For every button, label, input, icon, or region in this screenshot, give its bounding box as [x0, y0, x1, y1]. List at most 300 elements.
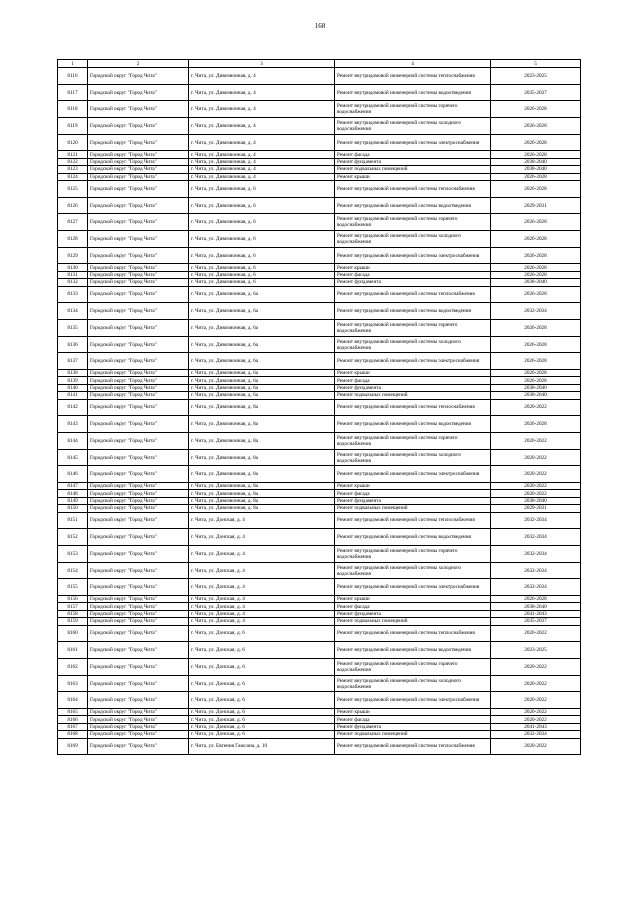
- cell-municipality: Городской округ "Город Чита": [88, 416, 189, 433]
- cell-work-type: Ремонт внутридомовой инженерной системы водоотведения: [335, 642, 491, 659]
- table-row: [58, 303, 581, 320]
- cell-work-type: Ремонт внутридомовой инженерной системы водоотведения: [335, 197, 491, 214]
- cell-address: г. Чита, ул. Дивизионная, д. 8а: [189, 449, 335, 466]
- cell-municipality: Городской округ "Город Чита": [88, 625, 189, 642]
- cell-work-type: Ремонт фундамента: [335, 279, 491, 286]
- cell-municipality: Городской округ "Город Чита": [88, 392, 189, 399]
- cell-row-number: 8121: [58, 151, 88, 158]
- cell-address: г. Чита, ул. Дивизионная, д. 6а: [189, 370, 335, 377]
- cell-municipality: Городской округ "Город Чита": [88, 512, 189, 529]
- cell-period: 2026-2028: [491, 416, 581, 433]
- table-row: [58, 353, 581, 370]
- cell-address: г. Чита, ул. Дивизионная, д. 6: [189, 214, 335, 231]
- cell-period: 2038-2040: [491, 392, 581, 399]
- table-row: [58, 709, 581, 716]
- cell-address: г. Чита, ул. Донская, д. 4: [189, 596, 335, 603]
- table-row: [58, 579, 581, 596]
- cell-work-type: Ремонт внутридомовой инженерной системы теплоснабжения: [335, 738, 491, 755]
- cell-address: г. Чита, ул. Дивизионная, д. 6а: [189, 319, 335, 336]
- cell-work-type: Ремонт внутридомовой инженерной системы горячего водоснабжения: [335, 658, 491, 675]
- cell-address: г. Чита, ул. Донская, д. 4: [189, 618, 335, 625]
- table-row: [58, 399, 581, 416]
- cell-municipality: Городской округ "Город Чита": [88, 151, 189, 158]
- cell-address: г. Чита, ул. Дивизионная, д. 6а: [189, 384, 335, 391]
- cell-period: 2023-2025: [491, 68, 581, 85]
- cell-work-type: Ремонт подвальных помещений: [335, 618, 491, 625]
- cell-address: г. Чита, ул. Дивизионная, д. 4: [189, 166, 335, 173]
- table-row: [58, 416, 581, 433]
- table-row: [58, 692, 581, 709]
- cell-work-type: Ремонт фундамента: [335, 497, 491, 504]
- cell-address: г. Чита, ул. Дивизионная, д. 8а: [189, 483, 335, 490]
- cell-period: 2041-2043: [491, 610, 581, 617]
- cell-work-type: Ремонт фасада: [335, 603, 491, 610]
- cell-row-number: 8162: [58, 658, 88, 675]
- cell-address: г. Чита, ул. Донская, д. 6: [189, 658, 335, 675]
- cell-municipality: Городской округ "Город Чита": [88, 545, 189, 562]
- cell-work-type: Ремонт внутридомовой инженерной системы холодного водоснабжения: [335, 118, 491, 135]
- cell-row-number: 8166: [58, 716, 88, 723]
- cell-period: 2026-2028: [491, 370, 581, 377]
- cell-address: г. Чита, ул. Дивизионная, д. 6: [189, 271, 335, 278]
- cell-period: 2038-2040: [491, 497, 581, 504]
- cell-municipality: Городской округ "Город Чита": [88, 286, 189, 303]
- cell-row-number: 8124: [58, 173, 88, 180]
- table-row: [58, 562, 581, 579]
- table-row: [58, 466, 581, 483]
- cell-address: г. Чита, ул. Дивизионная, д. 8а: [189, 432, 335, 449]
- cell-period: 2026-2028: [491, 319, 581, 336]
- table-row: [58, 286, 581, 303]
- cell-work-type: Ремонт внутридомовой инженерной системы водоотведения: [335, 303, 491, 320]
- column-header-1: 1: [58, 60, 88, 68]
- cell-work-type: Ремонт фундамента: [335, 158, 491, 165]
- table-row: [58, 596, 581, 603]
- cell-municipality: Городской округ "Город Чита": [88, 529, 189, 546]
- cell-period: 2038-2040: [491, 603, 581, 610]
- cell-work-type: Ремонт фасада: [335, 151, 491, 158]
- cell-period: 2020-2022: [491, 658, 581, 675]
- cell-period: 2032-2034: [491, 529, 581, 546]
- cell-work-type: Ремонт подвальных помещений: [335, 505, 491, 512]
- cell-row-number: 8148: [58, 490, 88, 497]
- cell-address: г. Чита, ул. Донская, д. 4: [189, 562, 335, 579]
- cell-address: г. Чита, ул. Донская, д. 4: [189, 529, 335, 546]
- cell-address: г. Чита, ул. Донская, д. 6: [189, 716, 335, 723]
- cell-address: г. Чита, ул. Донская, д. 6: [189, 625, 335, 642]
- table-row: [58, 134, 581, 151]
- cell-address: г. Чита, ул. Дивизионная, д. 6: [189, 181, 335, 198]
- cell-period: 2020-2022: [491, 483, 581, 490]
- cell-row-number: 8117: [58, 84, 88, 101]
- table-row: [58, 738, 581, 755]
- cell-address: г. Чита, ул. Дивизионная, д. 8а: [189, 466, 335, 483]
- cell-municipality: Городской округ "Город Чита": [88, 134, 189, 151]
- cell-work-type: Ремонт крыши: [335, 483, 491, 490]
- table-row: [58, 625, 581, 642]
- table-row: [58, 319, 581, 336]
- cell-row-number: 8165: [58, 709, 88, 716]
- cell-address: г. Чита, ул. Дивизионная, д. 6а: [189, 392, 335, 399]
- cell-municipality: Городской округ "Город Чита": [88, 505, 189, 512]
- cell-municipality: Городской округ "Город Чита": [88, 618, 189, 625]
- cell-address: г. Чита, ул. Дивизионная, д. 6: [189, 264, 335, 271]
- cell-municipality: Городской округ "Город Чита": [88, 675, 189, 692]
- cell-row-number: 8147: [58, 483, 88, 490]
- cell-period: 2020-2022: [491, 399, 581, 416]
- cell-row-number: 8138: [58, 370, 88, 377]
- cell-period: 2029-2031: [491, 197, 581, 214]
- cell-work-type: Ремонт внутридомовой инженерной системы теплоснабжения: [335, 286, 491, 303]
- cell-address: г. Чита, ул. Донская, д. 4: [189, 545, 335, 562]
- cell-row-number: 8126: [58, 197, 88, 214]
- cell-municipality: Городской округ "Город Чита": [88, 716, 189, 723]
- cell-work-type: Ремонт фасада: [335, 377, 491, 384]
- cell-period: 2026-2028: [491, 181, 581, 198]
- cell-row-number: 8163: [58, 675, 88, 692]
- cell-work-type: Ремонт внутридомовой инженерной системы теплоснабжения: [335, 399, 491, 416]
- cell-period: 2026-2028: [491, 286, 581, 303]
- table-row: [58, 618, 581, 625]
- cell-row-number: 8159: [58, 618, 88, 625]
- cell-address: г. Чита, ул. Дивизионная, д. 4: [189, 151, 335, 158]
- cell-row-number: 8128: [58, 231, 88, 248]
- cell-municipality: Городской округ "Город Чита": [88, 562, 189, 579]
- table-row: [58, 731, 581, 738]
- cell-municipality: Городской округ "Город Чита": [88, 483, 189, 490]
- cell-row-number: 8140: [58, 384, 88, 391]
- cell-work-type: Ремонт внутридомовой инженерной системы водоотведения: [335, 84, 491, 101]
- cell-period: 2032-2034: [491, 303, 581, 320]
- cell-work-type: Ремонт внутридомовой инженерной системы холодного водоснабжения: [335, 449, 491, 466]
- cell-municipality: Городской округ "Город Чита": [88, 709, 189, 716]
- cell-work-type: Ремонт внутридомовой инженерной системы теплоснабжения: [335, 512, 491, 529]
- cell-row-number: 8151: [58, 512, 88, 529]
- cell-period: 2038-2040: [491, 158, 581, 165]
- cell-period: 2038-2040: [491, 384, 581, 391]
- cell-row-number: 8135: [58, 319, 88, 336]
- table-row: [58, 181, 581, 198]
- cell-period: 2026-2028: [491, 596, 581, 603]
- column-header-4: 4: [335, 60, 491, 68]
- cell-address: г. Чита, ул. Дивизионная, д. 6: [189, 279, 335, 286]
- cell-row-number: 8130: [58, 264, 88, 271]
- table-body: [58, 68, 581, 755]
- cell-municipality: Городской округ "Город Чита": [88, 596, 189, 603]
- cell-row-number: 8156: [58, 596, 88, 603]
- table-row: [58, 658, 581, 675]
- table-row: [58, 432, 581, 449]
- cell-period: 2038-2040: [491, 166, 581, 173]
- cell-municipality: Городской округ "Город Чита": [88, 118, 189, 135]
- cell-municipality: Городской округ "Город Чита": [88, 723, 189, 730]
- cell-municipality: Городской округ "Город Чита": [88, 166, 189, 173]
- cell-municipality: Городской округ "Город Чита": [88, 197, 189, 214]
- cell-period: 2035-2037: [491, 618, 581, 625]
- table-row: [58, 264, 581, 271]
- cell-address: г. Чита, ул. Дивизионная, д. 6а: [189, 303, 335, 320]
- cell-work-type: Ремонт внутридомовой инженерной системы горячего водоснабжения: [335, 101, 491, 118]
- cell-work-type: Ремонт внутридомовой инженерной системы электроснабжения: [335, 692, 491, 709]
- cell-row-number: 8143: [58, 416, 88, 433]
- cell-address: г. Чита, ул. Дивизионная, д. 4: [189, 134, 335, 151]
- cell-period: 2032-2034: [491, 731, 581, 738]
- cell-address: г. Чита, ул. Донская, д. 6: [189, 709, 335, 716]
- cell-work-type: Ремонт внутридомовой инженерной системы холодного водоснабжения: [335, 675, 491, 692]
- table-row: [58, 392, 581, 399]
- cell-municipality: Городской округ "Город Чита": [88, 247, 189, 264]
- cell-period: 2026-2028: [491, 271, 581, 278]
- table-row: [58, 271, 581, 278]
- cell-work-type: Ремонт внутридомовой инженерной системы теплоснабжения: [335, 181, 491, 198]
- cell-row-number: 8141: [58, 392, 88, 399]
- cell-work-type: Ремонт подвальных помещений: [335, 731, 491, 738]
- table-row: [58, 336, 581, 353]
- cell-municipality: Городской округ "Город Чита": [88, 353, 189, 370]
- table-row: [58, 505, 581, 512]
- table-row: [58, 68, 581, 85]
- cell-municipality: Городской округ "Город Чита": [88, 214, 189, 231]
- table-row: [58, 610, 581, 617]
- table-row: [58, 377, 581, 384]
- table-header-row: [58, 60, 581, 68]
- cell-work-type: Ремонт фундамента: [335, 384, 491, 391]
- cell-work-type: Ремонт подвальных помещений: [335, 392, 491, 399]
- cell-work-type: Ремонт фундамента: [335, 610, 491, 617]
- column-header-2: 2: [88, 60, 189, 68]
- cell-work-type: Ремонт внутридомовой инженерной системы электроснабжения: [335, 353, 491, 370]
- cell-period: 2020-2022: [491, 675, 581, 692]
- cell-work-type: Ремонт внутридомовой инженерной системы электроснабжения: [335, 247, 491, 264]
- table-row: [58, 118, 581, 135]
- cell-municipality: Городской округ "Город Чита": [88, 738, 189, 755]
- table-row: [58, 166, 581, 173]
- cell-municipality: Городской округ "Город Чита": [88, 303, 189, 320]
- cell-row-number: 8137: [58, 353, 88, 370]
- cell-period: 2020-2022: [491, 709, 581, 716]
- cell-work-type: Ремонт крыши: [335, 596, 491, 603]
- cell-period: 2038-2040: [491, 279, 581, 286]
- cell-municipality: Городской округ "Город Чита": [88, 384, 189, 391]
- cell-period: 2020-2022: [491, 449, 581, 466]
- cell-period: 2020-2022: [491, 692, 581, 709]
- cell-municipality: Городской округ "Город Чита": [88, 692, 189, 709]
- cell-row-number: 8122: [58, 158, 88, 165]
- cell-row-number: 8123: [58, 166, 88, 173]
- cell-address: г. Чита, ул. Донская, д. 6: [189, 692, 335, 709]
- cell-municipality: Городской округ "Город Чита": [88, 271, 189, 278]
- cell-address: г. Чита, ул. Дивизионная, д. 8а: [189, 399, 335, 416]
- cell-period: 2026-2028: [491, 247, 581, 264]
- table-row: [58, 247, 581, 264]
- cell-row-number: 8133: [58, 286, 88, 303]
- cell-municipality: Городской округ "Город Чита": [88, 101, 189, 118]
- cell-address: г. Чита, ул. Донская, д. 4: [189, 603, 335, 610]
- cell-municipality: Городской округ "Город Чита": [88, 68, 189, 85]
- cell-work-type: Ремонт внутридомовой инженерной системы электроснабжения: [335, 134, 491, 151]
- cell-row-number: 8120: [58, 134, 88, 151]
- cell-work-type: Ремонт внутридомовой инженерной системы теплоснабжения: [335, 625, 491, 642]
- cell-work-type: Ремонт внутридомовой инженерной системы горячего водоснабжения: [335, 545, 491, 562]
- cell-address: г. Чита, ул. Дивизионная, д. 6а: [189, 286, 335, 303]
- cell-row-number: 8164: [58, 692, 88, 709]
- cell-address: г. Чита, ул. Дивизионная, д. 4: [189, 118, 335, 135]
- cell-work-type: Ремонт внутридомовой инженерной системы холодного водоснабжения: [335, 336, 491, 353]
- cell-address: г. Чита, ул. Дивизионная, д. 6: [189, 231, 335, 248]
- cell-municipality: Городской округ "Город Чита": [88, 658, 189, 675]
- cell-period: 2026-2028: [491, 264, 581, 271]
- table-row: [58, 529, 581, 546]
- table-row: [58, 370, 581, 377]
- cell-period: 2020-2022: [491, 625, 581, 642]
- cell-period: 2032-2034: [491, 545, 581, 562]
- cell-municipality: Городской округ "Город Чита": [88, 158, 189, 165]
- cell-row-number: 8161: [58, 642, 88, 659]
- cell-row-number: 8155: [58, 579, 88, 596]
- cell-work-type: Ремонт внутридомовой инженерной системы электроснабжения: [335, 579, 491, 596]
- cell-period: 2026-2028: [491, 101, 581, 118]
- table-row: [58, 101, 581, 118]
- cell-work-type: Ремонт внутридомовой инженерной системы водоотведения: [335, 416, 491, 433]
- table-row: [58, 497, 581, 504]
- cell-address: г. Чита, ул. Донская, д. 6: [189, 731, 335, 738]
- cell-municipality: Городской округ "Город Чита": [88, 370, 189, 377]
- cell-municipality: Городской округ "Город Чита": [88, 449, 189, 466]
- cell-period: 2026-2028: [491, 134, 581, 151]
- cell-period: 2026-2028: [491, 151, 581, 158]
- cell-period: 2026-2028: [491, 214, 581, 231]
- table-row: [58, 512, 581, 529]
- cell-row-number: 8127: [58, 214, 88, 231]
- table-row: [58, 151, 581, 158]
- cell-address: г. Чита, ул. Евгения Гаюсана, д. 10: [189, 738, 335, 755]
- table-row: [58, 603, 581, 610]
- cell-work-type: Ремонт крыши: [335, 173, 491, 180]
- cell-work-type: Ремонт фасада: [335, 716, 491, 723]
- repair-schedule-table: [57, 59, 581, 755]
- table-row: [58, 197, 581, 214]
- cell-period: 2020-2022: [491, 716, 581, 723]
- cell-row-number: 8132: [58, 279, 88, 286]
- cell-period: 2035-2037: [491, 84, 581, 101]
- cell-period: 2026-2028: [491, 377, 581, 384]
- cell-address: г. Чита, ул. Донская, д. 6: [189, 723, 335, 730]
- cell-address: г. Чита, ул. Дивизионная, д. 6а: [189, 353, 335, 370]
- cell-row-number: 8149: [58, 497, 88, 504]
- cell-address: г. Чита, ул. Дивизионная, д. 6а: [189, 336, 335, 353]
- cell-row-number: 8158: [58, 610, 88, 617]
- cell-municipality: Городской округ "Город Чита": [88, 319, 189, 336]
- cell-work-type: Ремонт крыши: [335, 264, 491, 271]
- cell-period: 2020-2022: [491, 490, 581, 497]
- table-row: [58, 173, 581, 180]
- cell-work-type: Ремонт внутридомовой инженерной системы горячего водоснабжения: [335, 214, 491, 231]
- cell-row-number: 8153: [58, 545, 88, 562]
- cell-municipality: Городской округ "Город Чита": [88, 610, 189, 617]
- cell-work-type: Ремонт внутридомовой инженерной системы водоотведения: [335, 529, 491, 546]
- cell-row-number: 8116: [58, 68, 88, 85]
- cell-work-type: Ремонт крыши: [335, 370, 491, 377]
- cell-municipality: Городской округ "Город Чита": [88, 579, 189, 596]
- cell-row-number: 8157: [58, 603, 88, 610]
- cell-address: г. Чита, ул. Дивизионная, д. 8а: [189, 497, 335, 504]
- table-row: [58, 158, 581, 165]
- cell-row-number: 8144: [58, 432, 88, 449]
- cell-address: г. Чита, ул. Донская, д. 6: [189, 642, 335, 659]
- table-row: [58, 231, 581, 248]
- table-row: [58, 642, 581, 659]
- cell-period: 2026-2028: [491, 173, 581, 180]
- cell-address: г. Чита, ул. Донская, д. 6: [189, 675, 335, 692]
- cell-address: г. Чита, ул. Дивизионная, д. 8а: [189, 490, 335, 497]
- cell-address: г. Чита, ул. Донская, д. 4: [189, 512, 335, 529]
- cell-municipality: Городской округ "Город Чита": [88, 399, 189, 416]
- cell-period: 2029-2031: [491, 505, 581, 512]
- cell-period: 2026-2028: [491, 353, 581, 370]
- page-number: 168: [314, 22, 326, 30]
- cell-municipality: Городской округ "Город Чита": [88, 497, 189, 504]
- cell-row-number: 8134: [58, 303, 88, 320]
- cell-municipality: Городской округ "Город Чита": [88, 264, 189, 271]
- cell-period: 2020-2022: [491, 738, 581, 755]
- cell-municipality: Городской округ "Город Чита": [88, 490, 189, 497]
- table-row: [58, 214, 581, 231]
- cell-municipality: Городской округ "Город Чита": [88, 603, 189, 610]
- cell-work-type: Ремонт внутридомовой инженерной системы электроснабжения: [335, 466, 491, 483]
- cell-period: 2032-2034: [491, 579, 581, 596]
- cell-address: г. Чита, ул. Дивизионная, д. 6а: [189, 377, 335, 384]
- cell-row-number: 8152: [58, 529, 88, 546]
- cell-address: г. Чита, ул. Дивизионная, д. 4: [189, 173, 335, 180]
- cell-address: г. Чита, ул. Донская, д. 4: [189, 610, 335, 617]
- table-row: [58, 723, 581, 730]
- cell-period: 2032-2034: [491, 512, 581, 529]
- cell-municipality: Городской округ "Город Чита": [88, 173, 189, 180]
- column-header-3: 3: [189, 60, 335, 68]
- cell-row-number: 8160: [58, 625, 88, 642]
- column-header-5: 5: [491, 60, 581, 68]
- cell-period: 2026-2028: [491, 336, 581, 353]
- cell-row-number: 8146: [58, 466, 88, 483]
- cell-row-number: 8139: [58, 377, 88, 384]
- table-row: [58, 675, 581, 692]
- cell-municipality: Городской округ "Город Чита": [88, 231, 189, 248]
- cell-period: 2026-2028: [491, 118, 581, 135]
- cell-municipality: Городской округ "Город Чита": [88, 377, 189, 384]
- cell-row-number: 8131: [58, 271, 88, 278]
- cell-row-number: 8119: [58, 118, 88, 135]
- table-row: [58, 483, 581, 490]
- cell-municipality: Городской округ "Город Чита": [88, 466, 189, 483]
- cell-address: г. Чита, ул. Дивизионная, д. 8а: [189, 505, 335, 512]
- cell-row-number: 8125: [58, 181, 88, 198]
- table-row: [58, 545, 581, 562]
- cell-address: г. Чита, ул. Дивизионная, д. 8а: [189, 416, 335, 433]
- cell-work-type: Ремонт внутридомовой инженерной системы холодного водоснабжения: [335, 231, 491, 248]
- cell-work-type: Ремонт фасада: [335, 490, 491, 497]
- cell-work-type: Ремонт фасада: [335, 271, 491, 278]
- cell-row-number: 8169: [58, 738, 88, 755]
- cell-municipality: Городской округ "Город Чита": [88, 432, 189, 449]
- table-row: [58, 449, 581, 466]
- cell-municipality: Городской округ "Город Чита": [88, 84, 189, 101]
- cell-period: 2026-2028: [491, 231, 581, 248]
- cell-row-number: 8129: [58, 247, 88, 264]
- cell-municipality: Городской округ "Город Чита": [88, 731, 189, 738]
- cell-row-number: 8154: [58, 562, 88, 579]
- cell-work-type: Ремонт подвальных помещений: [335, 166, 491, 173]
- cell-row-number: 8145: [58, 449, 88, 466]
